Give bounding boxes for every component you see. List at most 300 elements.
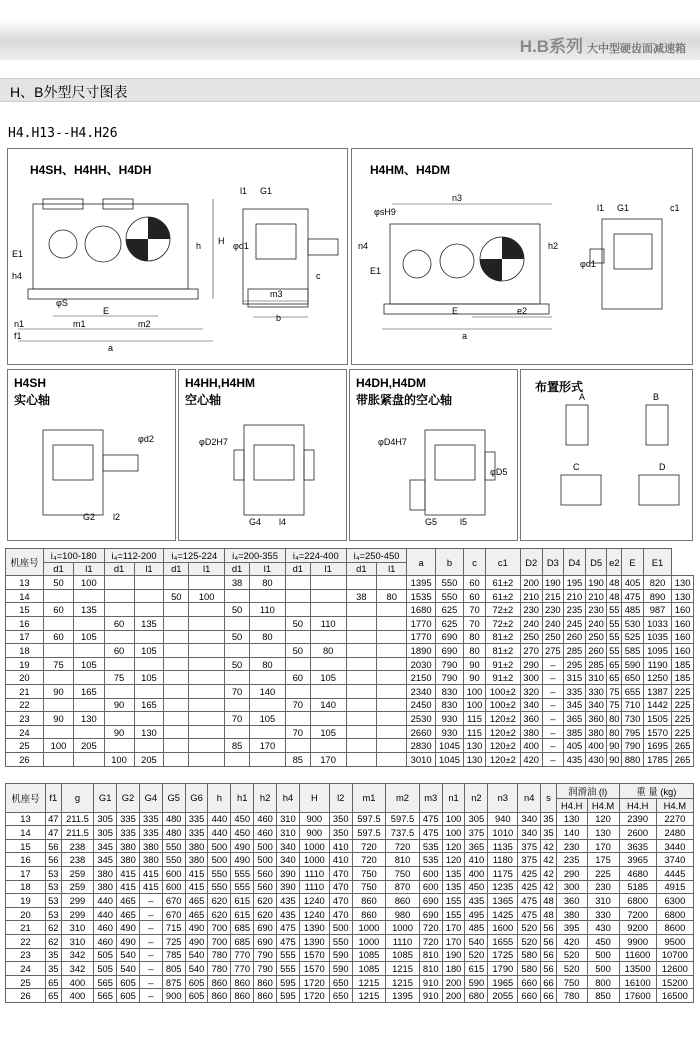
table-cell: 790 bbox=[254, 948, 277, 962]
table-header-cell: i₄=224-400 bbox=[285, 549, 346, 563]
table-cell: 2450 bbox=[407, 698, 435, 712]
table-cell: 70 bbox=[464, 603, 486, 617]
table-cell: 880 bbox=[622, 752, 644, 766]
table-cell: 340 bbox=[520, 698, 542, 712]
table-row bbox=[6, 603, 694, 617]
dim-label: G1 bbox=[260, 186, 273, 196]
table-cell: 1965 bbox=[488, 975, 518, 989]
table-cell bbox=[164, 712, 189, 726]
table-cell bbox=[134, 684, 164, 698]
dim-label: H bbox=[218, 236, 225, 246]
table-cell bbox=[310, 603, 346, 617]
table-cell: 810 bbox=[419, 962, 442, 976]
table-cell: 120±2 bbox=[485, 712, 520, 726]
table-cell bbox=[249, 616, 285, 630]
table-cell bbox=[164, 657, 189, 671]
table-cell: 225 bbox=[672, 712, 694, 726]
table-cell: 690 bbox=[254, 921, 277, 935]
table-cell: 47 bbox=[45, 826, 61, 840]
dim-label: h2 bbox=[548, 241, 559, 251]
table-header-cell: i₄=112-200 bbox=[104, 549, 164, 563]
table-cell: 465 bbox=[117, 907, 140, 921]
table-cell: 24 bbox=[6, 962, 46, 976]
model-range: H4.H13--H4.H26 bbox=[8, 126, 118, 141]
table-row bbox=[6, 975, 694, 989]
table-cell: 335 bbox=[117, 812, 140, 826]
table-cell: 380 bbox=[556, 907, 587, 921]
table-cell bbox=[104, 603, 134, 617]
table-cell: 50 bbox=[225, 657, 250, 671]
table-cell: 1000 bbox=[352, 934, 386, 948]
table-cell: 450 bbox=[465, 880, 488, 894]
table-cell: 250 bbox=[585, 630, 607, 644]
table-cell: 315 bbox=[564, 671, 586, 685]
table-header-cell: n1 bbox=[442, 784, 465, 813]
table-cell: 565 bbox=[94, 975, 117, 989]
table-cell: 81±2 bbox=[485, 644, 520, 658]
table-cell: 1680 bbox=[407, 603, 435, 617]
table-cell: 38 bbox=[346, 589, 376, 603]
table-header-cell: l1 bbox=[249, 562, 285, 576]
table-cell: 16 bbox=[6, 616, 44, 630]
table-cell: 1785 bbox=[643, 752, 671, 766]
table-cell: 53 bbox=[45, 894, 61, 908]
table-cell: 90 bbox=[464, 671, 486, 685]
table-cell: 485 bbox=[622, 603, 644, 617]
dim-label: c1 bbox=[670, 203, 680, 213]
table-cell bbox=[74, 616, 104, 630]
table-cell bbox=[377, 657, 407, 671]
table-header-cell: i₄=200-355 bbox=[225, 549, 286, 563]
diagram-top-left bbox=[7, 148, 348, 365]
table-cell: 120±2 bbox=[485, 752, 520, 766]
table-cell: 235 bbox=[564, 603, 586, 617]
table-cell: 605 bbox=[117, 975, 140, 989]
table-cell: 780 bbox=[556, 989, 587, 1003]
dim-label: m3 bbox=[270, 289, 283, 299]
table-cell bbox=[164, 698, 189, 712]
table-cell: 2390 bbox=[619, 812, 656, 826]
table-cell: 625 bbox=[435, 603, 463, 617]
table-header-cell: g bbox=[61, 784, 94, 813]
table-cell bbox=[225, 752, 250, 766]
table-header-cell: m1 bbox=[352, 784, 386, 813]
table-cell: 135 bbox=[134, 616, 164, 630]
table-cell: 930 bbox=[435, 725, 463, 739]
table-cell: 6800 bbox=[619, 894, 656, 908]
table-cell bbox=[285, 603, 310, 617]
table-cell: 81±2 bbox=[485, 630, 520, 644]
table-row bbox=[6, 948, 694, 962]
series-name: H.B系列 bbox=[519, 37, 583, 56]
table-cell bbox=[249, 725, 285, 739]
table-cell: 345 bbox=[94, 839, 117, 853]
table-cell bbox=[346, 712, 376, 726]
table-cell bbox=[285, 684, 310, 698]
diagram-solid-shaft bbox=[7, 369, 176, 541]
table-cell: 385 bbox=[564, 725, 586, 739]
table-cell: 870 bbox=[386, 880, 420, 894]
table-cell: 590 bbox=[622, 657, 644, 671]
table-header-cell: H4.H bbox=[556, 799, 587, 813]
table-cell: 597.5 bbox=[352, 812, 386, 826]
dim-label: l5 bbox=[460, 517, 468, 527]
table-cell: 465 bbox=[185, 907, 208, 921]
table-cell: 56 bbox=[541, 948, 557, 962]
table-cell: 211.5 bbox=[61, 826, 94, 840]
table-cell: 310 bbox=[277, 826, 300, 840]
table-cell: 2830 bbox=[407, 739, 435, 753]
table-cell: 105 bbox=[310, 671, 346, 685]
table-cell: 80 bbox=[249, 657, 285, 671]
table-cell: 50 bbox=[225, 603, 250, 617]
table-header-cell: h1 bbox=[231, 784, 254, 813]
table-cell: 130 bbox=[134, 725, 164, 739]
table-cell: 1215 bbox=[352, 975, 386, 989]
table-cell bbox=[134, 712, 164, 726]
table-cell: 615 bbox=[231, 907, 254, 921]
table-row bbox=[6, 839, 694, 853]
table-cell: – bbox=[139, 921, 162, 935]
dim-label: G2 bbox=[83, 512, 96, 522]
table-cell: 470 bbox=[329, 894, 352, 908]
table-cell: 470 bbox=[329, 880, 352, 894]
table-cell: 1390 bbox=[299, 934, 329, 948]
table-cell: 725 bbox=[162, 934, 185, 948]
table-cell: 80 bbox=[377, 589, 407, 603]
table-header-cell: D2 bbox=[520, 549, 542, 576]
table-cell bbox=[310, 712, 346, 726]
table-cell bbox=[285, 589, 310, 603]
table-header-row bbox=[6, 549, 694, 563]
table-header-cell: f1 bbox=[45, 784, 61, 813]
diagram-subtitle: 带胀紧盘的空心轴 bbox=[356, 393, 453, 407]
page-header bbox=[0, 0, 700, 60]
table-cell bbox=[189, 725, 225, 739]
table-header-cell: h4 bbox=[277, 784, 300, 813]
arrangement-drawing bbox=[521, 370, 694, 542]
table-cell: 1000 bbox=[386, 921, 420, 935]
table-cell: 105 bbox=[249, 712, 285, 726]
table-cell: 100 bbox=[442, 812, 465, 826]
table-cell: 335 bbox=[185, 826, 208, 840]
table-cell bbox=[74, 644, 104, 658]
dim-label: n3 bbox=[452, 193, 463, 203]
table-cell bbox=[225, 616, 250, 630]
table-cell: 450 bbox=[231, 826, 254, 840]
table-cell: 13 bbox=[6, 576, 44, 590]
table-cell: 505 bbox=[94, 962, 117, 976]
table-cell: 485 bbox=[465, 921, 488, 935]
table-cell: 14 bbox=[6, 826, 46, 840]
table-cell bbox=[310, 576, 346, 590]
table-cell: 540 bbox=[465, 934, 488, 948]
table-cell: 790 bbox=[435, 671, 463, 685]
table-cell bbox=[377, 576, 407, 590]
table-cell bbox=[43, 616, 73, 630]
table-cell: 500 bbox=[254, 853, 277, 867]
table-cell: 1790 bbox=[488, 962, 518, 976]
dim-label: f1 bbox=[14, 331, 22, 341]
table-header-cell: h bbox=[208, 784, 231, 813]
table-cell bbox=[164, 576, 189, 590]
table-cell: 585 bbox=[622, 644, 644, 658]
table-cell bbox=[104, 576, 134, 590]
table-cell bbox=[164, 644, 189, 658]
table-cell: 135 bbox=[442, 866, 465, 880]
table-cell: 305 bbox=[94, 812, 117, 826]
table-cell bbox=[164, 671, 189, 685]
table-cell: 210 bbox=[564, 589, 586, 603]
table-cell: 225 bbox=[672, 698, 694, 712]
table-header-cell: 机座号 bbox=[6, 784, 46, 813]
table-row bbox=[6, 684, 694, 698]
table-cell bbox=[249, 671, 285, 685]
table-cell: 80 bbox=[249, 576, 285, 590]
table-cell: 5185 bbox=[619, 880, 656, 894]
table-cell: 25 bbox=[6, 739, 44, 753]
table-cell: 90 bbox=[43, 684, 73, 698]
table-cell: 120±2 bbox=[485, 739, 520, 753]
table-cell: 70 bbox=[464, 616, 486, 630]
table-cell: 525 bbox=[622, 630, 644, 644]
table-cell: 70 bbox=[225, 712, 250, 726]
table-cell: 860 bbox=[208, 975, 231, 989]
table-cell: 3010 bbox=[407, 752, 435, 766]
table-cell: 2055 bbox=[488, 989, 518, 1003]
table-cell: 400 bbox=[61, 975, 94, 989]
dim-label: h4 bbox=[12, 271, 23, 281]
table-cell: 1110 bbox=[299, 880, 329, 894]
table-cell: 16 bbox=[6, 853, 46, 867]
table-cell: 1570 bbox=[299, 948, 329, 962]
table-cell: 22 bbox=[6, 698, 44, 712]
table-cell: 300 bbox=[556, 880, 587, 894]
table-cell: 737.5 bbox=[386, 826, 420, 840]
table-cell: 14 bbox=[6, 589, 44, 603]
table-cell: 100 bbox=[104, 752, 134, 766]
table-cell: 690 bbox=[254, 934, 277, 948]
table-cell: 550 bbox=[435, 576, 463, 590]
table-cell: 1215 bbox=[386, 975, 420, 989]
table-cell: 70 bbox=[285, 698, 310, 712]
table-cell: 435 bbox=[564, 752, 586, 766]
table-cell: 580 bbox=[518, 948, 541, 962]
table-cell: 910 bbox=[419, 975, 442, 989]
table-cell: – bbox=[139, 975, 162, 989]
table-cell: 2530 bbox=[407, 712, 435, 726]
table-cell: 1110 bbox=[386, 934, 420, 948]
table-cell bbox=[377, 671, 407, 685]
table-cell: 440 bbox=[94, 894, 117, 908]
table-cell: 35 bbox=[541, 812, 557, 826]
table-cell bbox=[134, 657, 164, 671]
table-cell: 290 bbox=[556, 866, 587, 880]
table-cell: 490 bbox=[231, 853, 254, 867]
table-cell: 72±2 bbox=[485, 616, 520, 630]
table-cell: 160 bbox=[672, 644, 694, 658]
table-header-cell: c1 bbox=[485, 549, 520, 576]
table-cell: 435 bbox=[465, 894, 488, 908]
table-cell: 70 bbox=[225, 684, 250, 698]
table-cell: 550 bbox=[329, 934, 352, 948]
table-cell: 9900 bbox=[619, 934, 656, 948]
table-cell bbox=[225, 644, 250, 658]
table-cell: 600 bbox=[419, 880, 442, 894]
table-cell bbox=[310, 657, 346, 671]
table-header-cell: E bbox=[622, 549, 644, 576]
table-cell bbox=[225, 589, 250, 603]
table-cell bbox=[43, 671, 73, 685]
table-cell: 930 bbox=[435, 712, 463, 726]
table-cell: 650 bbox=[329, 975, 352, 989]
table-cell: 75 bbox=[43, 657, 73, 671]
table-cell: 80 bbox=[249, 630, 285, 644]
table-cell bbox=[189, 671, 225, 685]
table-cell: 730 bbox=[622, 712, 644, 726]
diagram-title: H4SH、H4HH、H4DH bbox=[30, 163, 152, 177]
table-cell: 1000 bbox=[352, 921, 386, 935]
table-cell: 15 bbox=[6, 839, 46, 853]
table-cell: 295 bbox=[564, 657, 586, 671]
table-cell: – bbox=[542, 752, 564, 766]
table-header-cell: e2 bbox=[607, 549, 622, 576]
table-cell: 650 bbox=[329, 989, 352, 1003]
table-cell: 16500 bbox=[656, 989, 693, 1003]
table-cell: 450 bbox=[587, 934, 619, 948]
table-cell: 105 bbox=[74, 657, 104, 671]
table-cell: 670 bbox=[162, 894, 185, 908]
table-cell: 700 bbox=[208, 934, 231, 948]
table-cell: 21 bbox=[6, 921, 46, 935]
table-cell: 555 bbox=[231, 866, 254, 880]
table-cell: 555 bbox=[231, 880, 254, 894]
table-cell bbox=[346, 616, 376, 630]
table-cell: 590 bbox=[465, 975, 488, 989]
table-cell: 120 bbox=[442, 853, 465, 867]
table-cell: 750 bbox=[556, 975, 587, 989]
table-cell: 1175 bbox=[488, 866, 518, 880]
table-cell: 900 bbox=[162, 989, 185, 1003]
table-cell: 60 bbox=[43, 603, 73, 617]
table-cell bbox=[225, 698, 250, 712]
table-cell: 3440 bbox=[656, 839, 693, 853]
dimension-labels-tl bbox=[12, 186, 321, 353]
table-cell bbox=[189, 644, 225, 658]
table-cell: 500 bbox=[254, 839, 277, 853]
table-cell bbox=[377, 712, 407, 726]
dim-label: G4 bbox=[249, 517, 262, 527]
table-cell: 540 bbox=[185, 948, 208, 962]
table-cell: 18 bbox=[6, 880, 46, 894]
table-cell: 365 bbox=[465, 839, 488, 853]
table-cell: 555 bbox=[277, 962, 300, 976]
table-cell: – bbox=[542, 712, 564, 726]
table-cell: 480 bbox=[162, 826, 185, 840]
table-cell: 205 bbox=[134, 752, 164, 766]
table-cell: 460 bbox=[254, 812, 277, 826]
table-header-cell: n4 bbox=[518, 784, 541, 813]
table-cell: 300 bbox=[520, 671, 542, 685]
table-row bbox=[6, 826, 694, 840]
table-cell: 135 bbox=[442, 880, 465, 894]
table-cell: 65 bbox=[45, 975, 61, 989]
table-cell: 1365 bbox=[488, 894, 518, 908]
table-cell: 53 bbox=[45, 907, 61, 921]
table-cell: 400 bbox=[465, 866, 488, 880]
table-cell: 595 bbox=[277, 989, 300, 1003]
table-cell: 342 bbox=[61, 948, 94, 962]
table-cell bbox=[346, 698, 376, 712]
table-cell bbox=[346, 752, 376, 766]
table-cell: 405 bbox=[564, 739, 586, 753]
table-cell: 105 bbox=[134, 671, 164, 685]
table-cell: – bbox=[542, 739, 564, 753]
table-cell: 80 bbox=[310, 644, 346, 658]
table-header-cell: G5 bbox=[162, 784, 185, 813]
table-cell: 195 bbox=[564, 576, 586, 590]
table-cell bbox=[104, 684, 134, 698]
table-cell: 550 bbox=[162, 839, 185, 853]
table-cell: 380 bbox=[117, 853, 140, 867]
table-cell: 580 bbox=[518, 962, 541, 976]
table-cell: 720 bbox=[352, 839, 386, 853]
table-cell: – bbox=[542, 671, 564, 685]
table-cell bbox=[377, 684, 407, 698]
table-cell: 115 bbox=[464, 712, 486, 726]
table-cell: 415 bbox=[139, 880, 162, 894]
table-cell: 42 bbox=[541, 853, 557, 867]
table-row bbox=[6, 644, 694, 658]
table-cell: – bbox=[139, 989, 162, 1003]
table-cell: 690 bbox=[419, 894, 442, 908]
table-cell: 230 bbox=[585, 603, 607, 617]
dim-label: φD2H7 bbox=[199, 437, 228, 447]
table-header-cell: l2 bbox=[329, 784, 352, 813]
table-cell bbox=[285, 576, 310, 590]
table-cell: 440 bbox=[94, 907, 117, 921]
table-cell: 540 bbox=[185, 962, 208, 976]
table-header-cell: i₄=100-180 bbox=[43, 549, 104, 563]
table-cell: 80 bbox=[607, 725, 622, 739]
table-cell: 680 bbox=[465, 989, 488, 1003]
table-cell bbox=[43, 589, 73, 603]
table-cell: 26 bbox=[6, 752, 44, 766]
table-cell: 597.5 bbox=[386, 812, 420, 826]
table-cell: 500 bbox=[208, 839, 231, 853]
table-cell: 1387 bbox=[643, 684, 671, 698]
table-cell: 820 bbox=[643, 576, 671, 590]
table-cell: 345 bbox=[564, 698, 586, 712]
table-cell: 460 bbox=[254, 826, 277, 840]
table-cell: 15200 bbox=[656, 975, 693, 989]
table-cell: 4680 bbox=[619, 866, 656, 880]
table-cell: 2660 bbox=[407, 725, 435, 739]
table-cell: 135 bbox=[74, 603, 104, 617]
table-cell bbox=[285, 657, 310, 671]
table-cell: 1235 bbox=[488, 880, 518, 894]
table-cell: 430 bbox=[587, 921, 619, 935]
table-cell bbox=[134, 603, 164, 617]
table-cell: 26 bbox=[6, 989, 46, 1003]
table-cell: 460 bbox=[94, 921, 117, 935]
table-header-cell: l1 bbox=[189, 562, 225, 576]
table-cell: 650 bbox=[622, 671, 644, 685]
table-cell: 250 bbox=[542, 630, 564, 644]
table-cell: 830 bbox=[435, 698, 463, 712]
table-cell: 61±2 bbox=[485, 589, 520, 603]
table-cell bbox=[164, 739, 189, 753]
